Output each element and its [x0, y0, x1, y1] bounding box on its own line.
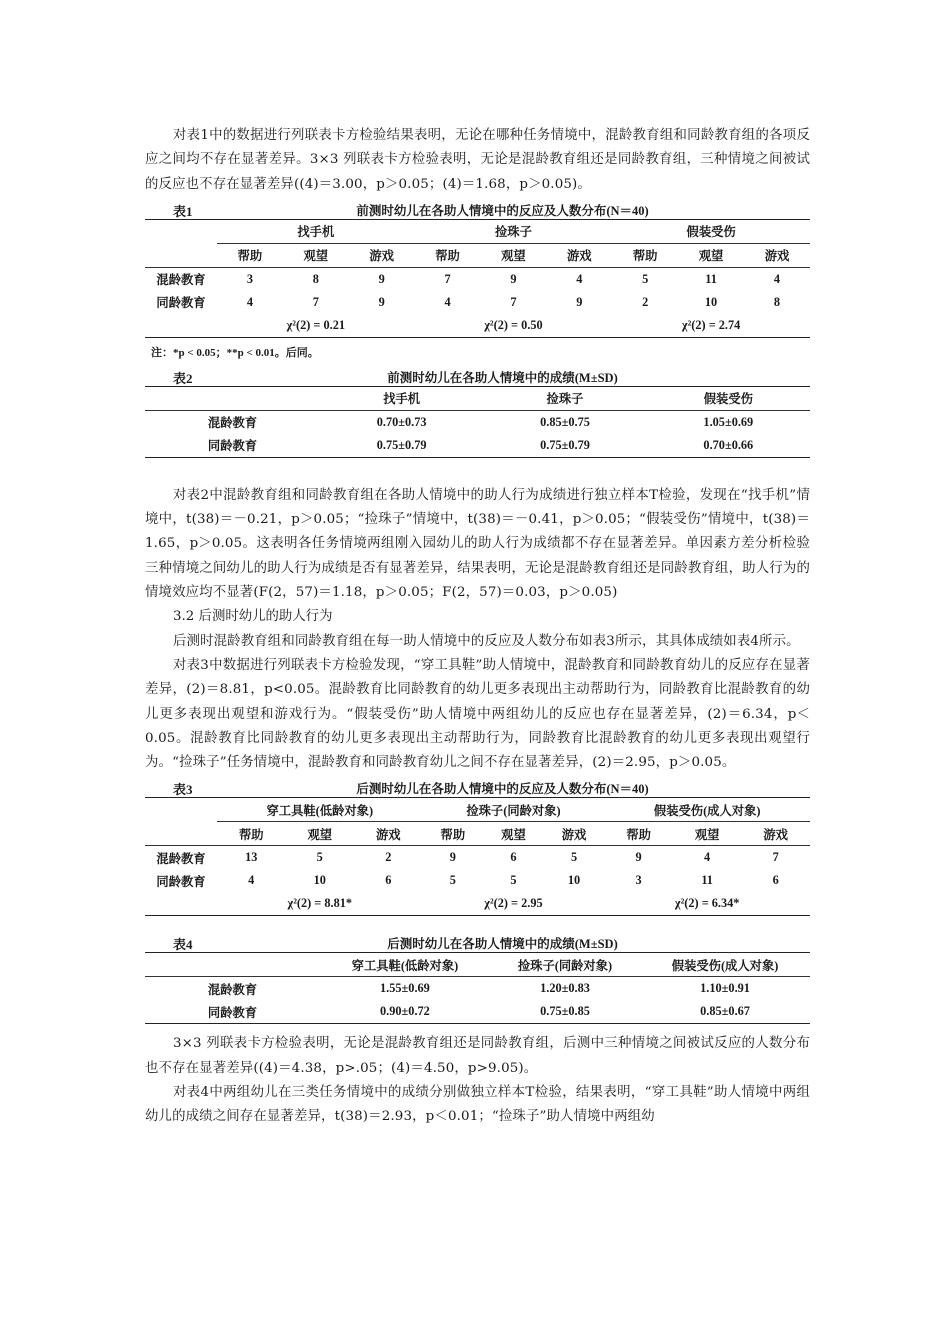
table-3-subcol: 观望: [694, 827, 720, 842]
table-cell: 4: [248, 873, 255, 888]
table-4-label: 表4: [173, 937, 193, 953]
table-cell: 4: [576, 271, 583, 286]
table-2-col-header: 找手机: [383, 392, 421, 407]
document-page: [145, 124, 810, 1130]
table-3-label: 表3: [173, 782, 193, 798]
table-row: [145, 410, 810, 434]
table-row: [145, 846, 810, 870]
table-1-subcol: 帮助: [237, 249, 263, 264]
table-3: [145, 775, 810, 916]
table-cell: 2: [385, 850, 392, 865]
table-cell: 4: [444, 294, 451, 309]
table-cell: 5: [449, 873, 456, 888]
row-name: 同龄教育: [207, 1005, 258, 1020]
table-4-caption: 后测时幼儿在各助人情境中的成绩(M±SD): [387, 937, 618, 952]
table-cell: 4: [246, 294, 254, 309]
table-3-chi-square: χ²(2) = 6.34*: [674, 896, 740, 911]
table-cell: 9: [378, 294, 385, 309]
table-row: [145, 291, 810, 314]
table-cell: 5: [510, 873, 517, 888]
table-cell: 0.70±0.73: [376, 414, 427, 429]
table-3-subcol: 游戏: [763, 827, 788, 842]
paragraph-1: 对表1中的数据进行列联表卡方检验结果表明，无论在哪种任务情境中，混龄教育组和同龄教育组的各项反应之间均不存在显著差异。3×3 列联表卡方检验表明，无论是混龄教育组还是同龄教育组，三种情境之间被试的反应也不存在显著差异((4)＝3.00，p＞0.05；(4)＝1.68，p＞0.05)。: [145, 128, 810, 192]
row-name: 混龄教育: [156, 851, 206, 866]
table-row: [145, 869, 810, 892]
paragraph-4: 对表3中数据进行列联表卡方检验发现，“穿工具鞋”助人情境中，混龄教育和同龄教育幼儿的反应存在显著差异，(2)＝8.81，p<0.05。混龄教育比同龄教育的幼儿更多表现出主动帮助行为，同龄教育比混龄教育的幼儿更多表现出观望和游戏行为。“假装受伤”助人情境中两组幼儿的反应也存在显著差异，(2)＝6.34，p＜0.05。混龄教育比同龄教育的幼儿更多表现出主动帮助行为，同龄教育比混龄教育的幼儿更多表现出观望行为。“捡珠子”任务情境中，混龄教育和同龄教育幼儿之间不存在显著差异，(2)＝2.95，p＞0.05。: [145, 657, 810, 771]
table-3-caption: 后测时幼儿在各助人情境中的反应及人数分布(N＝40): [356, 782, 649, 797]
table-cell: 11: [701, 873, 713, 888]
table-3-subcol: 帮助: [238, 827, 264, 842]
table-cell: 7: [312, 294, 319, 309]
table-1-chi-square: χ²(2) = 0.50: [484, 317, 543, 332]
table-cell: 6: [772, 873, 779, 888]
table-cell: 6: [510, 850, 517, 865]
table-3-chi-square: χ²(2) = 2.95: [484, 896, 543, 911]
table-cell: 0.75±0.85: [540, 1004, 590, 1019]
table-3-subcol: 帮助: [626, 827, 651, 842]
table-3-group-header: 穿工具鞋(低龄对象): [217, 798, 423, 822]
table-cell: 1.05±0.69: [703, 414, 754, 429]
table-3-group-header: 捡珠子(同龄对象): [423, 798, 605, 822]
table-cell: 8: [312, 271, 319, 286]
table-cell: 0.85±0.67: [700, 1004, 750, 1019]
table-cell: 0.75±0.79: [540, 437, 590, 452]
table-1-subcol: 游戏: [369, 249, 394, 264]
paragraph-2: 对表2中混龄教育组和同龄教育组在各助人情境中的助人行为成绩进行独立样本T检验，发现在“找手机”情境中，t(38)＝－0.21，p＞0.05；“捡珠子”情境中，t(38)＝－0.41，p＞0.05；“假装受伤”情境中，t(38)＝1.65，p＞0.05。这表明各任务情境两组刚入园幼儿的助人行为成绩都不存在显著差异。单因素方差分析检验三种情境之间幼儿的助人行为成绩是否有显著差异，结果表明，无论是混龄教育组还是同龄教育组，助人行为的情境效应均不显著(F(2，57)＝1.18，p＞0.05；F(2，57)＝0.03，p＞0.05): [145, 487, 810, 601]
table-cell: 3: [246, 271, 254, 286]
table-cell: 9: [449, 850, 456, 865]
table-cell: 7: [444, 271, 451, 286]
table-2-label: 表2: [173, 370, 193, 386]
table-cell: 10: [567, 873, 581, 888]
table-cell: 13: [245, 850, 258, 865]
row-name: 混龄教育: [207, 416, 258, 431]
table-cell: 10: [704, 294, 718, 309]
table-note: 注：*p < 0.05；**p < 0.01。后同。: [151, 346, 319, 359]
table-cell: 1.55±0.69: [380, 981, 430, 996]
section-heading: 3.2 后测时幼儿的助人行为: [173, 609, 333, 625]
paragraph-5: 3×3 列联表卡方检验表明，无论是混龄教育组还是同龄教育组，后测中三种情境之间被试反应的人数分布也不存在显著差异((4)＝4.38，p>.05；(4)＝4.50，p>9.05)。: [145, 1036, 810, 1076]
table-3-chi-square: χ²(2) = 8.81*: [287, 896, 353, 911]
table-cell: 8: [773, 294, 781, 309]
table-3-subcol: 游戏: [375, 827, 401, 842]
table-cell: 9: [378, 271, 385, 286]
table-cell: 0.85±0.75: [540, 414, 590, 429]
table-cell: 5: [316, 850, 323, 865]
paragraph-3: 后测时混龄教育组和同龄教育组在每一助人情境中的反应及人数分布如表3所示，其具体成绩如表4所示。: [173, 633, 800, 649]
table-3-subcol: 游戏: [561, 827, 587, 842]
table-1-subcol: 观望: [501, 249, 526, 264]
table-cell: 2: [642, 294, 649, 309]
table-3-group-header: 假装受伤(成人对象): [604, 798, 810, 822]
table-2: [145, 364, 810, 458]
table-1-group-header: 假装受伤: [612, 220, 810, 244]
row-name: 同龄教育: [156, 874, 206, 889]
table-cell: 3: [635, 873, 642, 888]
row-name: 同龄教育: [207, 439, 258, 454]
table-cell: 6: [385, 873, 392, 888]
table-1-group-header: 捡珠子: [415, 220, 613, 244]
table-cell: 4: [773, 271, 781, 286]
table-1-chi-square: χ²(2) = 2.74: [681, 317, 741, 332]
table-1-subcol: 帮助: [435, 249, 460, 264]
table-cell: 0.90±0.72: [380, 1004, 430, 1019]
table-row: [145, 434, 810, 458]
table-1-subcol: 观望: [698, 249, 724, 264]
row-name: 混龄教育: [156, 273, 206, 288]
table-cell: 0.70±0.66: [703, 437, 754, 452]
table-1-group-header: 找手机: [217, 220, 415, 244]
table-cell: 10: [313, 873, 326, 888]
table-1-chi-square: χ²(2) = 0.21: [286, 317, 345, 332]
table-row: [145, 977, 810, 1001]
table-cell: 4: [704, 850, 711, 865]
table-2-col-header: 假装受伤: [703, 392, 753, 407]
table-cell: 9: [635, 850, 642, 865]
row-name: 混龄教育: [207, 982, 258, 997]
table-1-label: 表1: [173, 203, 193, 219]
table-cell: 0.75±0.79: [376, 437, 427, 452]
table-cell: 9: [576, 294, 583, 309]
table-1-caption: 前测时幼儿在各助人情境中的反应及人数分布(N＝40): [356, 203, 649, 218]
table-cell: 1.10±0.91: [700, 981, 750, 996]
table-4-col-header: 穿工具鞋(低龄对象): [351, 958, 459, 973]
table-3-subcol: 观望: [307, 827, 333, 842]
table-1: [145, 197, 810, 360]
table-1-subcol: 游戏: [567, 249, 592, 264]
table-row: [145, 267, 810, 291]
table-cell: 5: [642, 271, 649, 286]
table-cell: 7: [772, 850, 779, 865]
table-3-subcol: 帮助: [440, 827, 466, 842]
table-2-caption: 前测时幼儿在各助人情境中的成绩(M±SD): [387, 370, 618, 385]
row-name: 同龄教育: [156, 296, 206, 311]
table-cell: 5: [570, 850, 578, 865]
table-4-col-header: 捡珠子(同龄对象): [517, 958, 613, 973]
table-cell: 1.20±0.83: [540, 981, 590, 996]
table-3-subcol: 观望: [501, 827, 526, 842]
table-4: [145, 930, 810, 1024]
table-cell: 9: [510, 271, 517, 286]
table-2-col-header: 捡珠子: [546, 392, 584, 407]
table-cell: 11: [705, 271, 717, 286]
table-1-subcol: 游戏: [764, 249, 790, 264]
table-1-subcol: 观望: [303, 249, 329, 264]
table-cell: 7: [510, 294, 517, 309]
table-row: [145, 1000, 810, 1024]
paragraph-6: 对表4中两组幼儿在三类任务情境中的成绩分别做独立样本T检验，结果表明，“穿工具鞋”助人情境中两组幼儿的成绩之间存在显著差异，t(38)＝2.93，p＜0.01；“捡珠子”助人情境中两组幼: [145, 1085, 810, 1125]
table-4-col-header: 假装受伤(成人对象): [671, 958, 779, 973]
table-1-subcol: 帮助: [632, 249, 658, 264]
